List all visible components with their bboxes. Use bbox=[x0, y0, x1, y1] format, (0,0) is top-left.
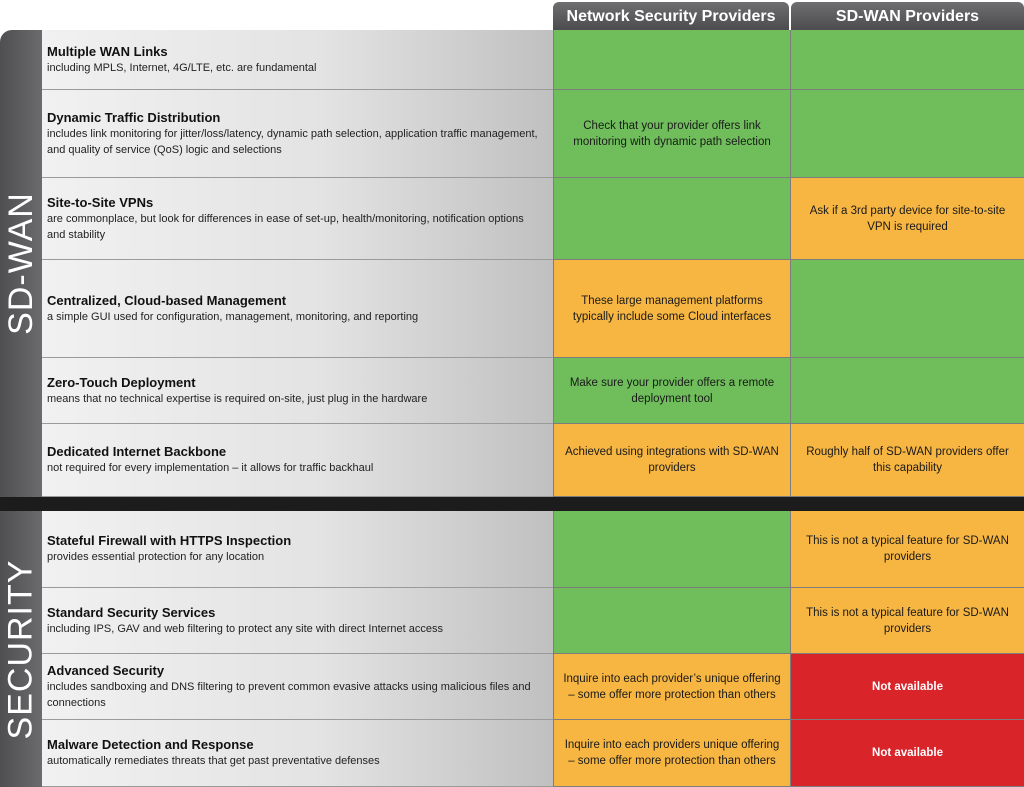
feature-description: provides essential protection for any location bbox=[47, 551, 265, 563]
sdwan-cell bbox=[790, 260, 1024, 358]
table-row-dynamic-traffic-distribution bbox=[42, 90, 1024, 178]
feature-cell bbox=[42, 588, 553, 654]
table-row-zero-touch-deployment bbox=[42, 358, 1024, 424]
network-security-cell bbox=[553, 178, 790, 260]
section-label-sdwan-text: SD-WAN bbox=[1, 192, 40, 335]
network-security-cell: Inquire into each provider’s unique offering – some offer more protection than others bbox=[553, 654, 790, 720]
network-security-cell: Inquire into each providers unique offering – some offer more protection than others bbox=[553, 720, 790, 787]
sdwan-cell: Not available bbox=[790, 654, 1024, 720]
feature-title: Standard Security Services bbox=[47, 604, 216, 620]
network-security-cell bbox=[553, 588, 790, 654]
feature-description: a simple GUI used for configuration, management, monitoring, and reporting bbox=[47, 310, 419, 323]
header-network-security-providers: Network Security Providers bbox=[553, 2, 789, 32]
feature-cell bbox=[42, 654, 553, 720]
table-row-malware-detection-response bbox=[42, 720, 1024, 787]
feature-cell bbox=[42, 511, 553, 588]
table-row-stateful-firewall bbox=[42, 511, 1024, 588]
feature-title: Stateful Firewall with HTTPS Inspection bbox=[47, 533, 292, 548]
section-divider bbox=[0, 497, 1024, 511]
table-row-standard-security-services bbox=[42, 588, 1024, 654]
feature-title: Malware Detection and Response bbox=[47, 737, 254, 752]
feature-description: including IPS, GAV and web filtering to protect any site with direct Internet access bbox=[47, 622, 443, 635]
sdwan-cell bbox=[790, 358, 1024, 424]
table-row-multiple-wan-links bbox=[42, 30, 1024, 90]
feature-title: Centralized, Cloud-based Management bbox=[47, 292, 287, 308]
feature-title: Dedicated Internet Backbone bbox=[47, 444, 227, 459]
feature-title: Site-to-Site VPNs bbox=[47, 194, 154, 210]
feature-description: means that no technical expertise is required on-site, just plug in the hardware bbox=[47, 392, 428, 405]
feature-cell bbox=[42, 178, 553, 260]
feature-title: Zero-Touch Deployment bbox=[47, 374, 196, 390]
feature-description: includes sandboxing and DNS filtering to prevent common evasive attacks using malicious files and connections bbox=[47, 680, 531, 709]
feature-cell bbox=[42, 358, 553, 424]
network-security-cell: Achieved using integrations with SD-WAN providers bbox=[553, 424, 790, 497]
sdwan-cell: This is not a typical feature for SD-WAN providers bbox=[790, 511, 1024, 588]
table-row-centralized-cloud-management bbox=[42, 260, 1024, 358]
feature-cell bbox=[42, 260, 553, 358]
section-label-sdwan bbox=[0, 30, 42, 497]
feature-description: not required for every implementation – it allows for traffic backhaul bbox=[47, 462, 374, 474]
feature-cell bbox=[42, 90, 553, 178]
network-security-cell: Check that your provider offers link monitoring with dynamic path selection bbox=[553, 90, 790, 178]
sdwan-cell: Not available bbox=[790, 720, 1024, 787]
sdwan-cell bbox=[790, 90, 1024, 178]
table-row-advanced-security bbox=[42, 654, 1024, 720]
network-security-cell bbox=[553, 30, 790, 90]
table-row-dedicated-internet-backbone bbox=[42, 424, 1024, 497]
feature-description: automatically remediates threats that get past preventative defenses bbox=[47, 755, 380, 767]
sdwan-cell bbox=[790, 30, 1024, 90]
feature-title: Dynamic Traffic Distribution bbox=[47, 109, 221, 125]
table-row-site-to-site-vpns bbox=[42, 178, 1024, 260]
feature-cell bbox=[42, 720, 553, 787]
feature-description: includes link monitoring for jitter/loss/latency, dynamic path selection, application traffic management, and quality of service (QoS) logic and selections bbox=[47, 127, 538, 156]
section-label-security bbox=[0, 511, 42, 787]
header-sdwan-providers: SD-WAN Providers bbox=[791, 2, 1024, 32]
feature-title: Multiple WAN Links bbox=[47, 43, 168, 59]
network-security-cell: Make sure your provider offers a remote deployment tool bbox=[553, 358, 790, 424]
feature-cell bbox=[42, 424, 553, 497]
feature-description: including MPLS, Internet, 4G/LTE, etc. are fundamental bbox=[47, 61, 317, 74]
sdwan-cell: Roughly half of SD-WAN providers offer this capability bbox=[790, 424, 1024, 497]
sdwan-cell: Ask if a 3rd party device for site-to-site VPN is required bbox=[790, 178, 1024, 260]
feature-description: are commonplace, but look for differences in ease of set-up, health/monitoring, notification options and stability bbox=[47, 212, 524, 241]
sdwan-cell: This is not a typical feature for SD-WAN providers bbox=[790, 588, 1024, 654]
section-label-security-text: SECURITY bbox=[1, 559, 40, 739]
network-security-cell: These large management platforms typically include some Cloud interfaces bbox=[553, 260, 790, 358]
feature-cell bbox=[42, 30, 553, 90]
feature-title: Advanced Security bbox=[47, 662, 165, 678]
network-security-cell bbox=[553, 511, 790, 588]
